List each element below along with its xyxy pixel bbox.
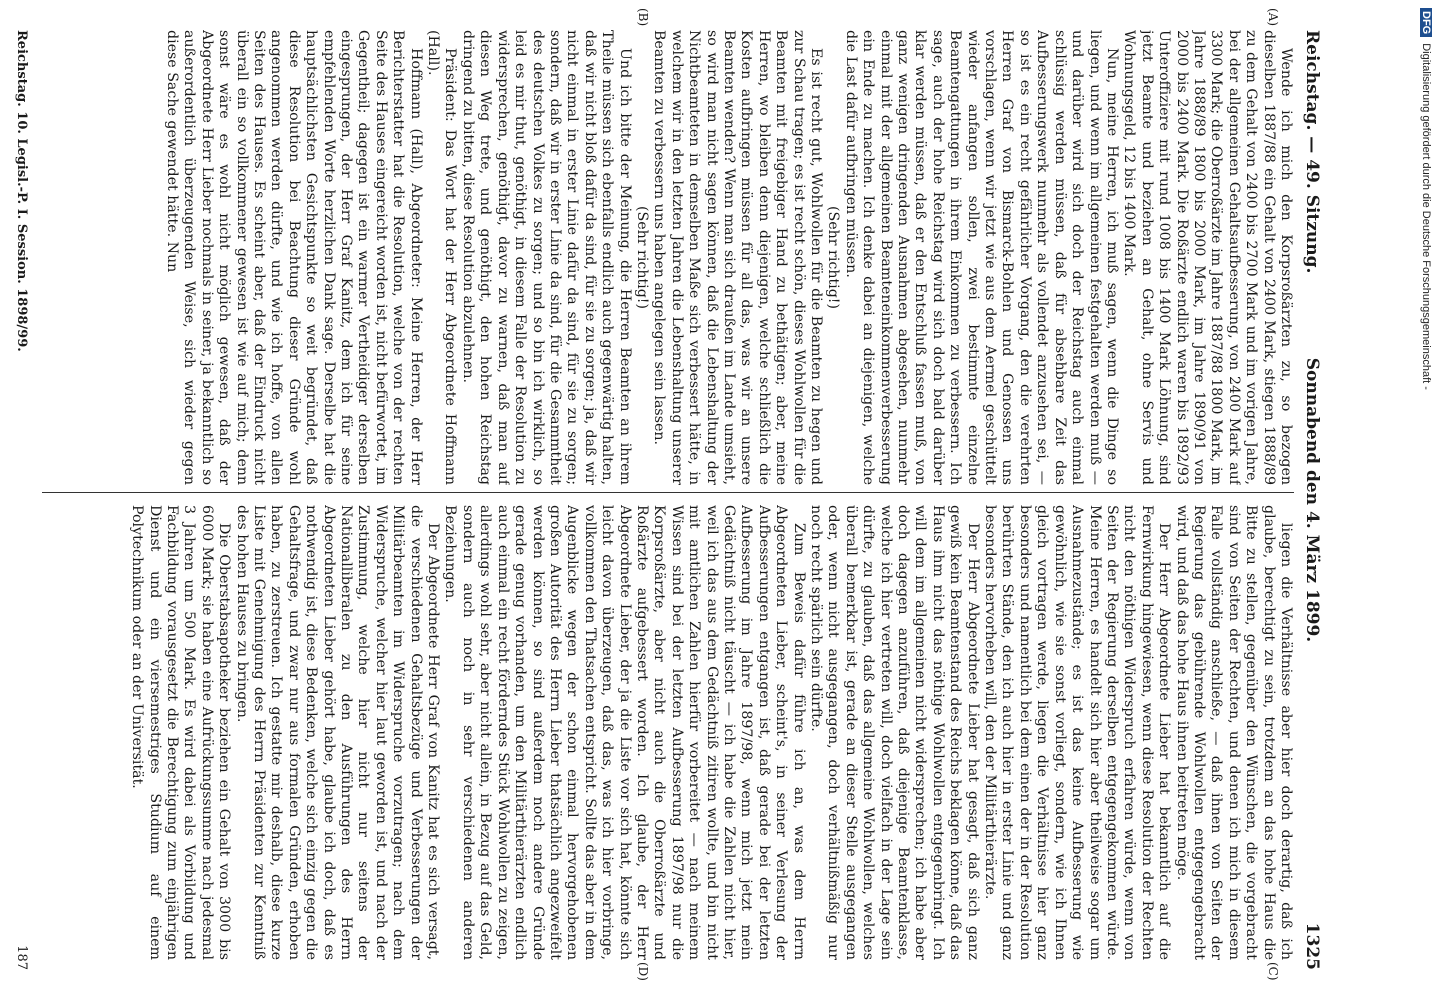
paragraph: Zum Beweis dafür führe ich an, was dem Herrn Abgeordneten Lieber, scheint's, in seiner Verlesung der Aufbesserungen entgangen ist, daß gerade bei der letzten Aufbesserung im Jahre 1897/98, wenn mich jetzt mein Gedächtniß nicht täuscht — ich habe die Zahlen nicht hier, weil ich das aus dem Gedächtniß zitiren wollte, und bin nicht mit amtlichen Zahlen hierfür vorbereitet — nach meinem Wissen sind bei der letzten Aufbesserung 1897/98 nur die Korpsroßärzte, aber nicht auch die Oberroßärzte und Roßärzte aufgebessert worden. Ich glaube, der Herr Abgeordnete Lieber, der ja die Liste vor sich hat, könnte sich leicht davon überzeugen, daß das, was ich hier vorbringe, vollkommen den Thatsachen entspricht. Sollte das aber in dem Augenblicke wegen der schon einmal hervorgehobenen großen Autorität des Herrn Lieber thatsächlich angezweifelt werden können, so sind außerdem noch andere Gründe gerade genug vorhanden, um den Militärthierärzten endlich auch einmal ein recht förderndes Stück Wohlwollen zu zeigen, allerdings wohl sehr, aber nicht allein, in Bezug auf das Geld, sondern auch noch in sehr verschiedenen anderen Beziehungen. [442,505,807,960]
footer-left: Reichstag. 10. Legisl.-P. I. Session. 1898/99. [14,30,29,352]
page-footer [14,30,29,970]
footer-sheet-number: 187 [14,945,29,970]
page-number: 1325 [1302,922,1322,970]
paragraph: Der Herr Abgeordnete Lieber hat gesagt, daß sich ganz gewiß kein Beamtenstand des Reichs beklagen könne, daß das Haus ihm nicht das nöthige Wohlwollen entgegenbringt. Ich will dem im allgemeinen nicht widersprechen; ich habe aber doch dagegen anzuführen, daß diejenige Beamtenklasse, welche ich hier vertreten will, doch vielfach in der Lage sein dürfte, zu glauben, daß das allgemeine Wohlwollen, welches überall bemerkbar ist, gerade an dieser Stelle ausgegangen oder, wenn nicht ausgegangen, doch verhältnißmäßig nur noch recht spärlich sein dürfte. [808,505,981,960]
page-header [1296,30,1322,970]
dfg-logo: DFG [1420,8,1432,37]
header-left: Reichstag. — 49. Sitzung. [1302,30,1322,274]
paragraph: Der Herr Abgeordnete Lieber hat bekanntlich auf die Fernwirkung hingewiesen, wenn diese Resolution der Rechten nicht den nöthigen Widerspruch erfahren würde, wenn von Seiten der Regierung derselben entgegengekommen würde. Meine Herren, es handelt sich hier aber theilweise sogar um Ausnahmezustände; es ist das keine Aufbesserung wie gewöhnlich, wie sie sonst vorliegt, sondern, wie ich Ihnen gleich vortragen werde, liegen die Verhältnisse hier ganz besonders und namentlich bei dem einen der in der Resolution berührten Stände, den ich auch hier in erster Linie und ganz besonders hervorheben will, den der Militärthierärzte. [982,505,1173,960]
paragraph: Hoffmann (Hall), Abgeordneter: Meine Herren, der Herr Berichterstatter hat die Resolution, welche von der rechten Seite des Hauses eingereicht worden ist, nicht befürwortet, im Gegentheil; dagegen ist ein warmer Vertheidiger derselben eingesprungen, der Herr Graf Kanitz, dem ich für seine empfehlenden Worte herzlichen Dank sage. Derselbe hat die hauptsächlichsten Gesichtspunkte so weit begründet, daß diese Resolution bei Beachtung dieser Gründe wohl angenommen werden dürfte, und wie ich hoffe, von allen Seiten des Hauses. Es scheint aber, daß der Eindruck nicht überall ein so vollkommener gewesen ist wie auf mich; denn sonst wäre es wohl nicht möglich gewesen, daß der Abgeordnete Herr Lieber nochmals in seiner, ja bekanntlich so außerordentlich überzeugenden Weise, sich wieder gegen diese Sache gewendet hätte. Nun [164,30,424,485]
margin-mark-b: (B) [636,8,650,27]
paragraph: Nun, meine Herren, ich muß sagen, wenn die Dinge so liegen, und wenn im allgemeinen festgehalten werden muß — und darüber wird sich doch der Reichstag auch einmal schlüssig werden müssen, daß für absehbare Zeit das Aufbesserungswerk nunmehr als vollendet anzusehen sei, — so ist es ein recht gefährlicher Vorgang, den die verehrten Herren Graf von Bismarck-Bohlen und Genossen uns vorschlagen, wenn wir jetzt wie aus dem Aermel geschüttelt wieder anfangen sollen, zwei bestimmte einzelne Beamtengattungen in ihrem Einkommen zu verbessern. Ich sage, auch der hohe Reichstag wird sich doch bald darüber klar werden müssen, daß er den Entschluß fassen muß, von ganz wenigen dringenden Ausnahmen abgesehen, nunmehr einmal mit der allgemeinen Beamteneinkommenverbesserung ein Ende zu machen. Ich denke dabei an diejenigen, welche die Last dafür aufbringen müssen. [842,30,1120,485]
paragraph: liegen die Verhältnisse aber hier doch derartig, daß ich glaube, berechtigt zu sein, trotzdem an das hohe Haus die Bitte zu stellen, gegenüber den Wünschen, die vorgebracht sind von Seiten der Rechten, und denen ich mich in diesem Falle vollständig anschließe, — daß ihnen von Seiten der Regierung das gebührende Wohlwollen entgegengebracht wird, und daß das hohe Haus ihnen beitreten möge. [1173,505,1294,960]
paragraph: Der Abgeordnete Herr Graf von Kanitz hat es sich versagt, die verschiedenen Gehaltsbezüge und Verbesserungen der Militärbeamten im Widerspruche vorzutragen; nach dem Widerspruche, welcher hier laut geworden ist, und nach der Zustimmung, welche hier nicht nur seitens der Nationalliberalen zu den Ausführungen des Herrn Abgeordneten Lieber gehört habe, glaube ich doch, daß es nothwendig ist, diese Bedenken, welche sich einzig gegen die Gehaltsfrage, und zwar nur aus formalen Gründen, erhoben haben, zu zerstreuen. Ich gestatte mir deshalb, diese kurze Liste mit Genehmigung des Herrn Präsidenten zur Kenntniß des hohen Hauses zu bringen. [233,505,442,960]
funding-note-text: Digitalisierung gefördert durch die Deutsche Forschungsgemeinschaft - [1420,43,1432,390]
interjection: (Sehr richtig!) [633,205,650,310]
interjection: (Sehr richtig!) [825,205,842,310]
paragraph: Und ich bitte der Meinung, die Herren Beamten an ihrem Theile müssen sich ebenfalls endlich auch gegenwärtig halten, daß wir nicht bloß dafür da sind, für sie zu sorgen; ja, daß wir nicht einmal in erster Linie dafür da sind, für sie zu sorgen; sondern, daß wir in erster Linie da sind, für die Gesammtheit des deutschen Volkes zu sorgen; und so bin ich wirklich, so leid es mir thut, genöthigt, in diesem Falle der Resolution zu widersprechen, genöthigt, davor zu warnen, daß man auf diesen Weg trete, und genöthigt, den hohen Reichstag dringend zu bitten, diese Resolution abzulehnen. [459,30,633,485]
margin-mark-d: (D) [636,962,650,981]
paragraph: Es ist recht gut, Wohlwollen für die Beamten zu hegen und zur Schau tragen; es ist recht schön, dieses Wohlwollen für die Beamten mit freigebiger Hand zu bethätigen; aber, meine Herren, wo bleiben denn diejenigen, welche schließlich die Kosten aufbringen müssen für all das, was wir an unsere Beamten wenden? Wenn man sich draußen im Lande umsieht, so wird man nicht sagen können, daß die Lebenshaltung der Nichtbeamteten in demselben Maße sich verbessert hätte, in welchem wir in den letzten Jahren die Lebenshaltung unserer Beamten zu verbessern uns haben angelegen sein lassen. [651,30,825,485]
margin-mark-a: (A) [1266,8,1280,27]
paragraph: Wende ich mich den Korpsroßärzten zu, so bezogen dieselben 1887/88 ein Gehalt von 2400 Mark, stiegen 1888/89 zu dem Gehalt von 2400 bis 2700 Mark und im vorigen Jahre, bei der allgemeinen Gehaltsaufbesserung, von 2400 Mark auf 3300 Mark; die Oberroßärzte im Jahre 1887/88 1800 Mark, im Jahre 1888/89 1800 bis 2000 Mark, im Jahre 1890/91 von 2000 bis 2400 Mark. Die Roßärzte endlich waren bis 1892/93 Unteroffiziere mit rund 1008 bis 1400 Mark Löhnung, sind jetzt Beamte und beziehen an Gehalt, ohne Servis und Wohnungsgeld, 12 bis 1400 Mark. [1121,30,1294,485]
left-column [40,30,1294,485]
margin-mark-c: (C) [1266,962,1280,981]
right-column [40,505,1294,960]
funding-note [1416,8,1432,992]
paragraph: Präsident: Das Wort hat der Herr Abgeordnete Hoffmann (Hall). [425,30,459,485]
column-divider [42,492,1294,493]
paragraph: Die Oberstabsapotheker beziehen ein Gehalt von 3000 bis 6000 Mark; sie haben eine Aufrückungssumme nach jedesmal 3 Jahren um 500 Mark. Es wird dabei als Vorbildung und Fachbildung vorausgesetzt die Berechtigung zum einjährigen Dienst und ein viersemestriges Studium auf einem Polytechnikum oder an der Universität. [129,505,233,960]
header-center: Sonnabend den 4. März 1899. [1302,357,1322,643]
